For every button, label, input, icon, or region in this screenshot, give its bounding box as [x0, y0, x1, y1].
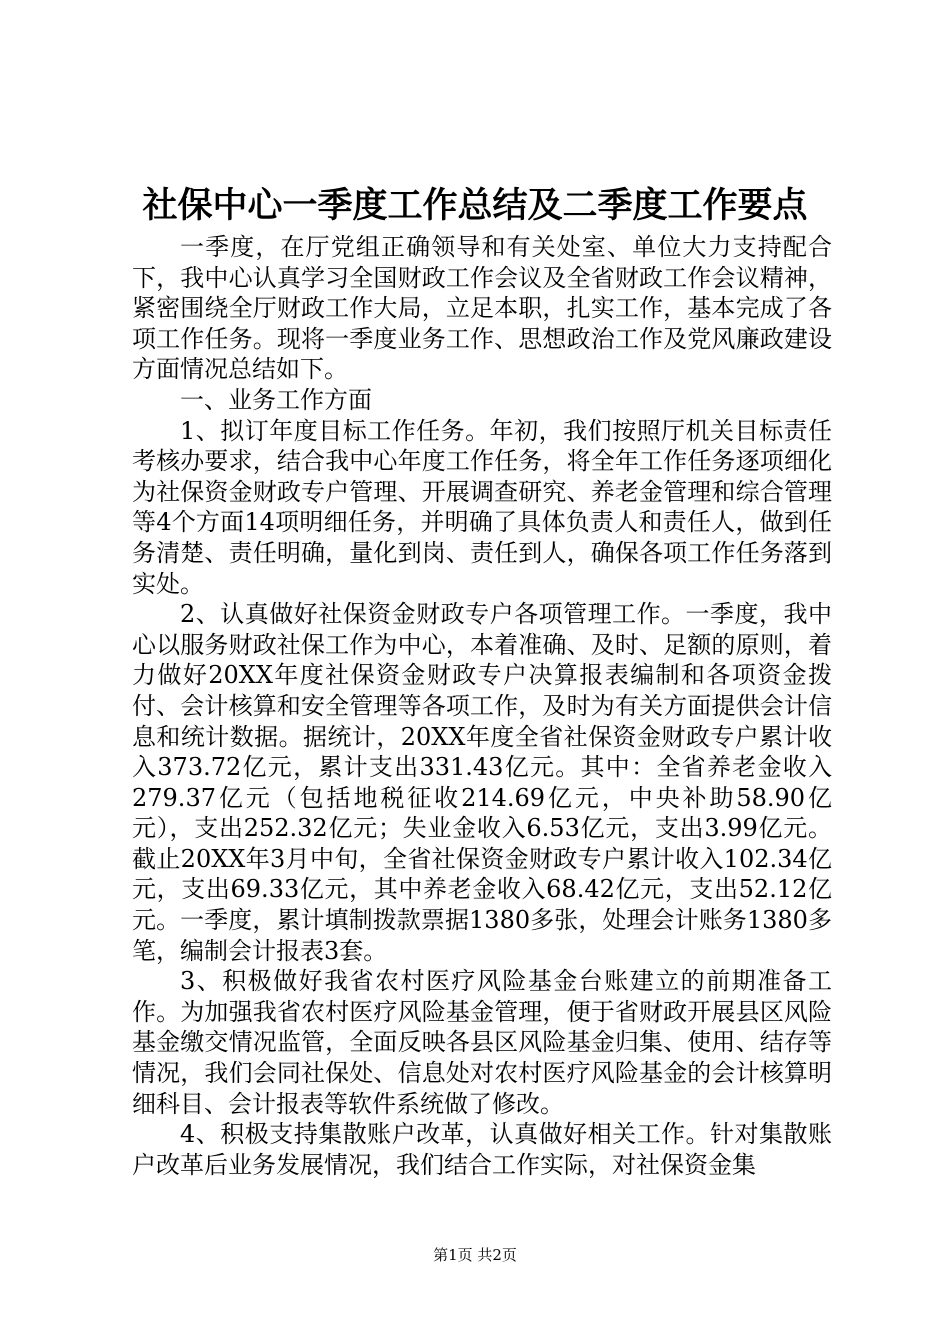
paragraph-item-3: 3、积极做好我省农村医疗风险基金台账建立的前期准备工作。为加强我省农村医疗风险基金管理，便于省财政开展县区风险基金缴交情况监管，全面反映各县区风险基金归集、使用、结存等情况，我们会同社保处、信息处对农村医疗风险基金的会计核算明细科目、会计报表等软件系统做了修改。 — [132, 967, 832, 1118]
section-heading-business: 一、业务工作方面 — [180, 385, 372, 414]
paragraph-item-4: 4、积极支持集散账户改革，认真做好相关工作。针对集散账户改革后业务发展情况，我们结合工作实际，对社保资金集 — [132, 1120, 832, 1179]
paragraph-item-1: 1、拟订年度目标工作任务。年初，我们按照厅机关目标责任考核办要求，结合我中心年度工作任务，将全年工作任务逐项细化为社保资金财政专户管理、开展调查研究、养老金管理和综合管理等4个方面14项明细任务，并明确了具体负责人和责任人，做到任务清楚、责任明确，量化到岗、责任到人，确保各项工作任务落到实处。 — [132, 416, 832, 598]
document-body — [132, 232, 832, 1180]
paragraph-intro: 一季度，在厅党组正确领导和有关处室、单位大力支持配合下，我中心认真学习全国财政工作会议及全省财政工作会议精神，紧密围绕全厅财政工作大局，立足本职，扎实工作，基本完成了各项工作任务。现将一季度业务工作、思想政治工作及党风廉政建设方面情况总结如下。 — [132, 233, 832, 384]
document-title: 社保中心一季度工作总结及二季度工作要点 — [142, 185, 808, 226]
page-footer: 第1页 共2页 — [433, 1246, 517, 1264]
paragraph-item-2: 2、认真做好社保资金财政专户各项管理工作。一季度，我中心以服务财政社保工作为中心，本着准确、及时、足额的原则，着力做好20XX年度社保资金财政专户决算报表编制和各项资金拨付、会计核算和安全管理等各项工作，及时为有关方面提供会计信息和统计数据。据统计，20XX年度全省社保资金财政专户累计收入373.72亿元，累计支出331.43亿元。其中：全省养老金收入279.37亿元（包括地税征收214.69亿元，中央补助58.90亿元），支出252.32亿元；失业金收入6.53亿元，支出3.99亿元。截止20XX年3月中旬，全省社保资金财政专户累计收入102.34亿元，支出69.33亿元，其中养老金收入68.42亿元，支出52.12亿元。一季度，累计填制拨款票据1380多张，处理会计账务1380多笔，编制会计报表3套。 — [132, 600, 832, 965]
